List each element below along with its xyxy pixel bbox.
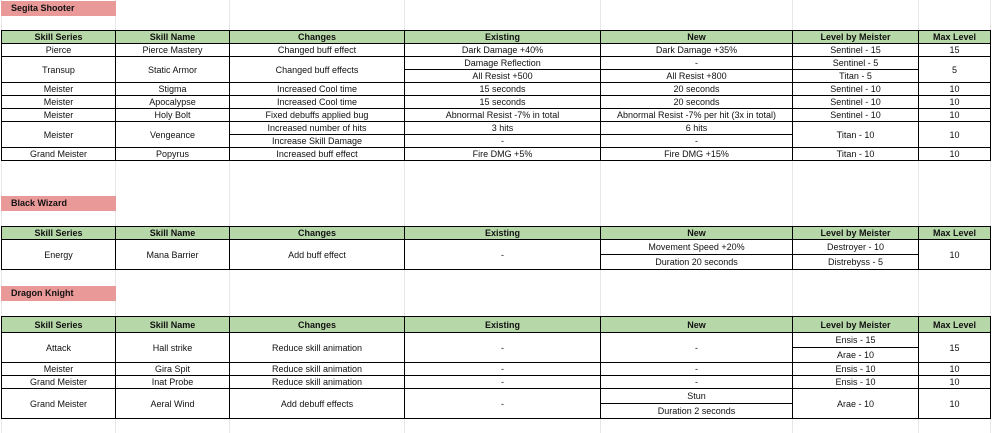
skill-series-cell: Pierce [2, 44, 116, 57]
header-changes: Changes [230, 317, 405, 333]
table-row [2, 148, 991, 161]
skill-series-cell: Attack [2, 333, 116, 363]
header-max-level: Max Level [919, 317, 991, 333]
max-level-cell: 10 [919, 96, 991, 109]
existing-cell: Damage Reflection [405, 57, 601, 70]
skill-series-cell: Grand Meister [2, 376, 116, 389]
table-row [2, 376, 991, 389]
header-changes: Changes [230, 227, 405, 240]
segita-shooter-table [1, 30, 991, 161]
existing-cell: 3 hits [405, 122, 601, 135]
skill-series-cell: Meister [2, 363, 116, 376]
changes-cell: Reduce skill animation [230, 363, 405, 376]
level-cell: Titan - 10 [793, 148, 919, 161]
header-level-by-meister: Level by Meister [793, 31, 919, 44]
new-cell: - [601, 135, 793, 148]
changes-cell: Increased Cool time [230, 83, 405, 96]
changes-cell: Changed buff effect [230, 44, 405, 57]
new-cell: Fire DMG +15% [601, 148, 793, 161]
changes-cell: Increase Skill Damage [230, 135, 405, 148]
max-level-cell: 10 [919, 363, 991, 376]
level-cell: Ensis - 10 [793, 376, 919, 389]
max-level-cell: 15 [919, 44, 991, 57]
new-cell: - [601, 376, 793, 389]
existing-cell: - [405, 333, 601, 363]
new-cell: Movement Speed +20% [601, 240, 793, 255]
skill-name-cell: Mana Barrier [116, 240, 230, 270]
header-skill-series: Skill Series [2, 317, 116, 333]
level-cell: Titan - 10 [793, 122, 919, 148]
changes-cell: Increased number of hits [230, 122, 405, 135]
skill-name-cell: Apocalypse [116, 96, 230, 109]
header-new: New [601, 317, 793, 333]
existing-cell: 15 seconds [405, 83, 601, 96]
header-changes: Changes [230, 31, 405, 44]
header-skill-name: Skill Name [116, 317, 230, 333]
level-cell: Arae - 10 [793, 389, 919, 419]
level-cell: Sentinel - 10 [793, 83, 919, 96]
new-cell: Duration 2 seconds [601, 404, 793, 419]
table-row [2, 109, 991, 122]
level-cell: Sentinel - 5 [793, 57, 919, 70]
skill-series-cell: Grand Meister [2, 148, 116, 161]
table-row [2, 333, 991, 348]
existing-cell: - [405, 376, 601, 389]
skill-name-cell: Static Armor [116, 57, 230, 83]
header-existing: Existing [405, 227, 601, 240]
changes-cell: Increased buff effect [230, 148, 405, 161]
max-level-cell: 10 [919, 240, 991, 270]
changes-cell: Increased Cool time [230, 96, 405, 109]
max-level-cell: 10 [919, 83, 991, 96]
level-cell: Destroyer - 10 [793, 240, 919, 255]
black-wizard-table [1, 226, 991, 270]
changes-cell: Reduce skill animation [230, 333, 405, 363]
skill-series-cell: Meister [2, 122, 116, 148]
max-level-cell: 10 [919, 389, 991, 419]
skill-series-cell: Meister [2, 109, 116, 122]
new-cell: Stun [601, 389, 793, 404]
table-header-row [2, 227, 991, 240]
skill-series-cell: Transup [2, 57, 116, 83]
skill-name-cell: Popyrus [116, 148, 230, 161]
existing-cell: Abnormal Resist -7% in total [405, 109, 601, 122]
existing-cell: Fire DMG +5% [405, 148, 601, 161]
new-cell: - [601, 57, 793, 70]
skill-name-cell: Vengeance [116, 122, 230, 148]
table-row [2, 83, 991, 96]
new-cell: 6 hits [601, 122, 793, 135]
changes-cell: Add debuff effects [230, 389, 405, 419]
table-row [2, 57, 991, 70]
section-title-segita-shooter: Segita Shooter [1, 1, 116, 16]
existing-cell: 15 seconds [405, 96, 601, 109]
table-row [2, 122, 991, 135]
level-cell: Ensis - 10 [793, 363, 919, 376]
table-row [2, 363, 991, 376]
skill-name-cell: Pierce Mastery [116, 44, 230, 57]
max-level-cell: 5 [919, 57, 991, 83]
header-skill-series: Skill Series [2, 31, 116, 44]
header-skill-series: Skill Series [2, 227, 116, 240]
section-title-dragon-knight: Dragon Knight [1, 286, 116, 301]
table-row [2, 96, 991, 109]
header-existing: Existing [405, 317, 601, 333]
existing-cell: - [405, 363, 601, 376]
skill-name-cell: Holy Bolt [116, 109, 230, 122]
changes-cell: Add buff effect [230, 240, 405, 270]
existing-cell: - [405, 135, 601, 148]
max-level-cell: 15 [919, 333, 991, 363]
header-level-by-meister: Level by Meister [793, 227, 919, 240]
skill-series-cell: Meister [2, 83, 116, 96]
level-cell: Titan - 5 [793, 70, 919, 83]
section-title-black-wizard: Black Wizard [1, 196, 116, 211]
table-row [2, 389, 991, 404]
existing-cell: - [405, 240, 601, 270]
new-cell: 20 seconds [601, 96, 793, 109]
header-new: New [601, 31, 793, 44]
max-level-cell: 10 [919, 148, 991, 161]
header-max-level: Max Level [919, 31, 991, 44]
level-cell: Distrebyss - 5 [793, 255, 919, 270]
skill-series-cell: Grand Meister [2, 389, 116, 419]
header-existing: Existing [405, 31, 601, 44]
skill-name-cell: Inat Probe [116, 376, 230, 389]
table-header-row [2, 317, 991, 333]
existing-cell: - [405, 389, 601, 419]
existing-cell: Dark Damage +40% [405, 44, 601, 57]
level-cell: Sentinel - 10 [793, 96, 919, 109]
max-level-cell: 10 [919, 122, 991, 148]
skill-name-cell: Aeral Wind [116, 389, 230, 419]
dragon-knight-table [1, 316, 991, 419]
skill-series-cell: Meister [2, 96, 116, 109]
header-skill-name: Skill Name [116, 227, 230, 240]
skill-series-cell: Energy [2, 240, 116, 270]
existing-cell: All Resist +500 [405, 70, 601, 83]
skill-name-cell: Hall strike [116, 333, 230, 363]
max-level-cell: 10 [919, 109, 991, 122]
new-cell: All Resist +800 [601, 70, 793, 83]
new-cell: Dark Damage +35% [601, 44, 793, 57]
header-level-by-meister: Level by Meister [793, 317, 919, 333]
changes-cell: Fixed debuffs applied bug [230, 109, 405, 122]
changes-cell: Reduce skill animation [230, 376, 405, 389]
level-cell: Ensis - 15 [793, 333, 919, 348]
table-row [2, 240, 991, 255]
table-row [2, 44, 991, 57]
changes-cell: Changed buff effects [230, 57, 405, 83]
skill-name-cell: Gira Spit [116, 363, 230, 376]
new-cell: - [601, 363, 793, 376]
new-cell: - [601, 333, 793, 363]
level-cell: Sentinel - 15 [793, 44, 919, 57]
header-skill-name: Skill Name [116, 31, 230, 44]
new-cell: 20 seconds [601, 83, 793, 96]
level-cell: Arae - 10 [793, 348, 919, 363]
new-cell: Abnormal Resist -7% per hit (3x in total) [601, 109, 793, 122]
skill-name-cell: Stigma [116, 83, 230, 96]
table-header-row [2, 31, 991, 44]
level-cell: Sentinel - 10 [793, 109, 919, 122]
header-new: New [601, 227, 793, 240]
header-max-level: Max Level [919, 227, 991, 240]
max-level-cell: 10 [919, 376, 991, 389]
new-cell: Duration 20 seconds [601, 255, 793, 270]
